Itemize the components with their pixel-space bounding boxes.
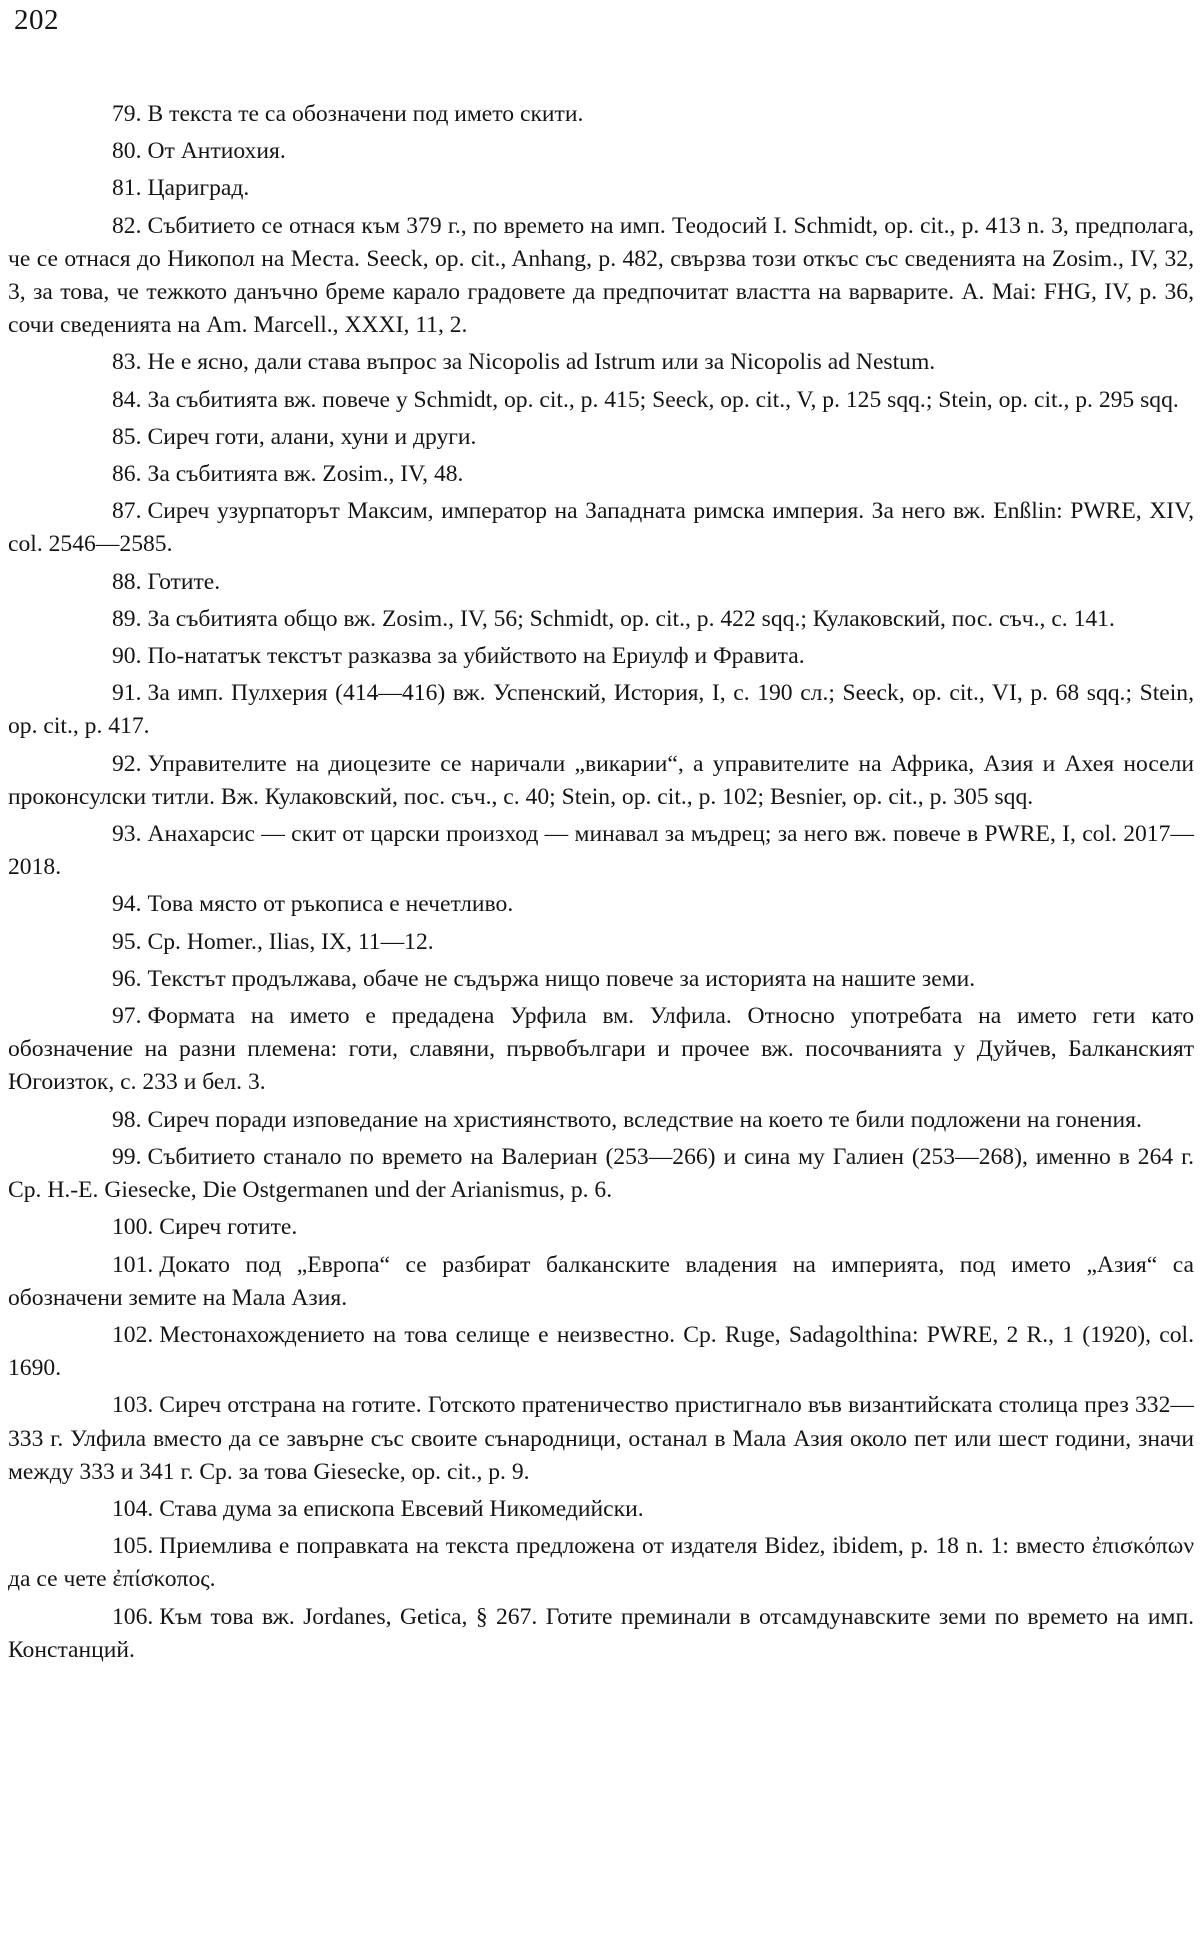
endnote-number: 96. [112,965,142,992]
endnote [8,1141,1194,1207]
endnote [8,1249,1194,1315]
endnote-number: 101. [112,1251,154,1278]
endnote-number: 87. [112,498,142,525]
endnote-text: Анахарсис — скит от царски произход — минавал за мъдрец; за него вж. повече в PWRE, I, col. 2017—2018. [8,821,1194,881]
endnote-text: Докато под „Европа“ се разбират балканските владения на империята, под името „Азия“ са обозначени земите на Мала Азия. [8,1251,1194,1311]
endnote [8,421,1194,454]
endnote-number: 97. [112,1003,142,1030]
endnote [8,677,1194,743]
endnote [8,1493,1194,1526]
endnote [8,748,1194,814]
endnote [8,495,1194,561]
endnote-number: 104. [112,1495,154,1522]
page-number: 202 [14,4,59,36]
endnote [8,135,1194,168]
endnote [8,384,1194,417]
endnote-text: Местонахождението на това селище е неизвестно. Ср. Ruge, Sadagolthina: PWRE, 2 R., 1 (1920), col. 1690. [8,1321,1194,1382]
endnote-number: 94. [112,891,142,918]
endnote-number: 106. [112,1603,154,1630]
endnote-number: 90. [112,643,142,670]
endnote-number: 105. [112,1533,154,1560]
endnote-text: По-нататък текстът разказва за убийството на Ериулф и Фравита. [147,643,805,670]
endnote-text: Управителите на диоцезите се наричали „викарии“, а управителите на Африка, Азия и Ахея носели проконсулски титли. Вж. Кулаковский, пос. съч., с. 40; Stein, op. cit., p. 102; Besnier, op. cit., p. 305 sqq. [8,750,1194,810]
endnote-text: Формата на името е предадена Урфила вм. Улфила. Относно употребата на името гети като обозначение на разни племена: готи, славяни, първобългари и прочее вж. посочванията у Дуйчев, Балканският Югоизток, с. 233 и бел. 3. [8,1003,1194,1096]
endnote [8,566,1194,599]
endnote-number: 88. [112,568,142,595]
endnote [8,1530,1194,1596]
endnote-text: Сиреч готите. [159,1214,298,1241]
endnote [8,1211,1194,1244]
endnote-number: 86. [112,461,142,488]
endnote-text: Сиреч поради изповедание на християнството, вследствие на което те били подложени на гонения. [147,1106,1142,1133]
endnote [8,603,1194,636]
endnote-text: За събитията вж. Zosim., IV, 48. [147,461,464,488]
endnote-text: Не е ясно, дали става въпрос за Nicopolis ad Istrum или за Nicopolis ad Nestum. [147,349,936,376]
endnote-text: Сиреч отстрана на готите. Готското пратеничество пристигнало във византийската столица през 332—333 г. Улфила вместо да се завърне със своите сънародници, останал в Мала Азия около пет или шест години, значи между 333 и 341 г. Ср. за това Giesecke, op. cit., p. 9. [8,1392,1194,1485]
endnote-number: 80. [112,138,142,165]
endnote-text: Сиреч готи, алани, хуни и други. [147,423,477,450]
endnote-text: Готите. [147,568,221,595]
endnote-number: 89. [112,605,142,632]
endnote [8,926,1194,959]
endnote-text: За събитията вж. повече у Schmidt, op. cit., p. 415; Seeck, op. cit., V, p. 125 sqq.; Stein, op. cit., p. 295 sqq. [147,386,1179,413]
endnote-number: 102. [112,1321,154,1348]
endnote [8,1000,1194,1100]
endnote [8,1389,1194,1489]
endnote-number: 95. [112,928,142,955]
endnote-number: 81. [112,175,142,202]
endnote [8,888,1194,921]
endnote-text: Това място от ръкописа е нечетливо. [147,891,514,918]
endnote-number: 83. [112,349,142,376]
endnote [8,640,1194,673]
endnote-text: Текстът продължава, обаче не съдържа нищо повече за историята на нашите земи. [147,965,976,992]
endnote-text: Сиреч узурпаторът Максим, император на Западната римска империя. За него вж. Enßlin: PWRE, XIV, col. 2546—2585. [8,498,1194,558]
endnote-text: Приемлива е поправката на текста предложена от издателя Bidez, ibidem, p. 18 n. 1: вместо ἐπισκόπων да се чете ἐπίσκοπος. [8,1533,1194,1593]
endnote-number: 82. [112,212,142,239]
endnote-text: Ср. Homer., Ilias, IX, 11—12. [147,928,434,955]
endnote-number: 92. [112,750,142,777]
endnote-text: Събитието се отнася към 379 г., по времето на имп. Теодосий I. Schmidt, op. cit., p. 413 n. 3, предполага, че се отнася до Никопол на Места. Seeck, op. cit., Anhang, p. 482, свързва този откъс със сведенията на Zosim., IV, 32, 3, за това, че тежкото данъчно бреме карало градовете да предпочитат властта на варварите. A. Mai: FHG, IV, p. 36, сочи сведенията на Am. Marcell., XXXI, 11, 2. [8,212,1194,339]
endnote-number: 85. [112,423,142,450]
endnote [8,1601,1194,1667]
endnote [8,458,1194,491]
endnote-number: 79. [112,101,142,127]
endnote-text: Към това вж. Jordanes, Getica, § 267. Готите преминали в отсамдунавските земи по времето на имп. Констанций. [8,1603,1194,1663]
endnote-text: За имп. Пулхерия (414—416) вж. Успенский, История, I, с. 190 сл.; Seeck, op. cit., VI, p. 68 sqq.; Stein, op. cit., p. 417. [8,680,1194,740]
endnote-text: Цариград. [147,175,250,202]
endnote-number: 98. [112,1106,142,1133]
endnote-text: Става дума за епископа Евсевий Никомедийски. [159,1495,644,1522]
endnote [8,98,1194,131]
endnotes-list [8,98,1194,1671]
endnote [8,1104,1194,1137]
endnote [8,346,1194,379]
endnote-number: 100. [112,1214,154,1241]
endnote-number: 84. [112,386,142,413]
endnote [8,963,1194,996]
endnote-number: 103. [112,1392,154,1419]
endnote-number: 99. [112,1143,142,1170]
endnote-text: В текста те са обозначени под името скити. [147,101,584,127]
endnote [8,210,1194,343]
endnote [8,1319,1194,1385]
endnote-text: Събитието станало по времето на Валериан (253—266) и сина му Галиен (253—268), именно в 264 г. Ср. H.-E. Giesecke, Die Ostgermanen und der Arianismus, p. 6. [8,1143,1194,1204]
endnote-text: За събитията общо вж. Zosim., IV, 56; Schmidt, op. cit., p. 422 sqq.; Кулаковский, пос. съч., с. 141. [147,605,1115,632]
endnote-number: 93. [112,821,142,848]
endnote [8,818,1194,884]
endnote [8,172,1194,205]
endnote-number: 91. [112,680,142,707]
endnote-text: От Антиохия. [147,138,286,165]
